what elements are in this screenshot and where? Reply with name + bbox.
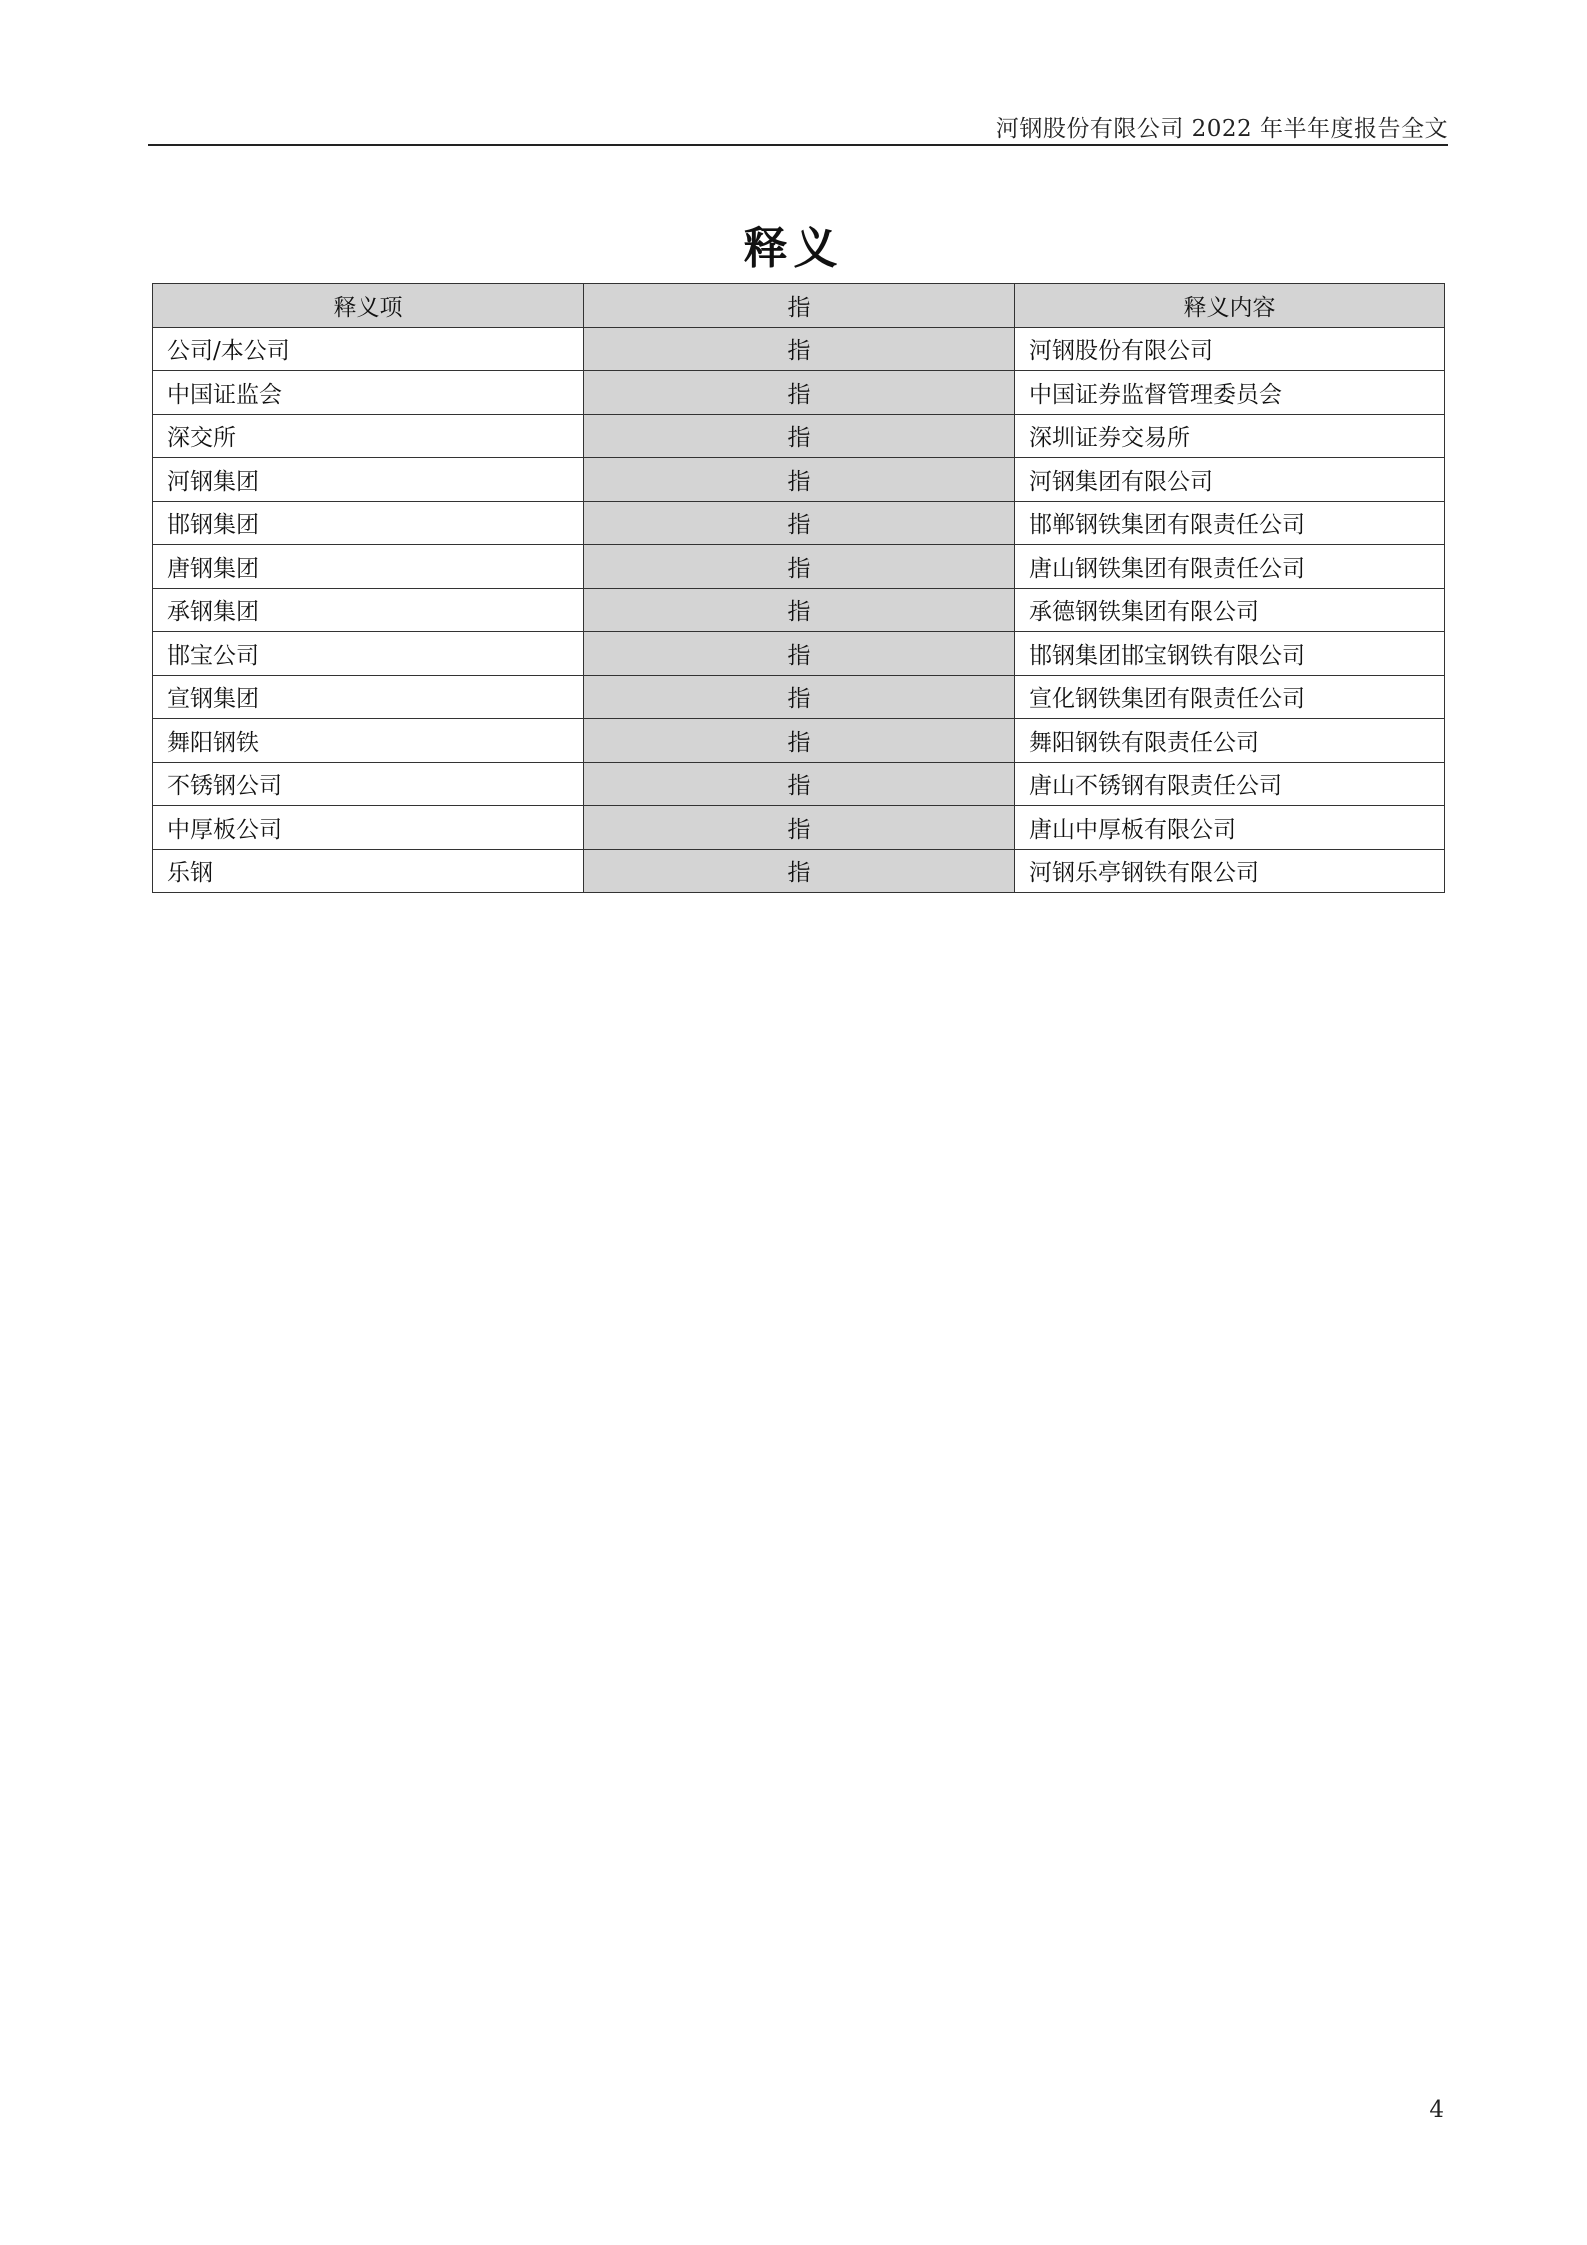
term-cell: 河钢集团 [153,458,584,502]
refers-cell: 指 [584,588,1015,632]
refers-cell: 指 [584,327,1015,371]
term-cell: 邯宝公司 [153,632,584,676]
table-row [153,458,1445,502]
term-cell: 舞阳钢铁 [153,719,584,763]
header-refers: 指 [584,284,1015,328]
meaning-cell: 唐山中厚板有限公司 [1015,806,1445,850]
term-cell: 不锈钢公司 [153,762,584,806]
table-row [153,588,1445,632]
term-cell: 邯钢集团 [153,501,584,545]
meaning-cell: 中国证券监督管理委员会 [1015,371,1445,415]
meaning-cell: 唐山钢铁集团有限责任公司 [1015,545,1445,589]
refers-cell: 指 [584,675,1015,719]
glossary-table [152,283,1445,893]
refers-cell: 指 [584,545,1015,589]
table-row [153,806,1445,850]
page-header [148,108,1448,146]
term-cell: 宣钢集团 [153,675,584,719]
refers-cell: 指 [584,458,1015,502]
table-row [153,762,1445,806]
term-cell: 深交所 [153,414,584,458]
page-number: 4 [1429,2097,1444,2123]
refers-cell: 指 [584,414,1015,458]
refers-cell: 指 [584,719,1015,763]
refers-cell: 指 [584,849,1015,893]
header-meaning: 释义内容 [1015,284,1445,328]
refers-cell: 指 [584,762,1015,806]
table-row [153,327,1445,371]
meaning-cell: 河钢股份有限公司 [1015,327,1445,371]
term-cell: 承钢集团 [153,588,584,632]
refers-cell: 指 [584,501,1015,545]
meaning-cell: 邯郸钢铁集团有限责任公司 [1015,501,1445,545]
table-row [153,371,1445,415]
meaning-cell: 河钢集团有限公司 [1015,458,1445,502]
refers-cell: 指 [584,806,1015,850]
term-cell: 公司/本公司 [153,327,584,371]
table-header-row [153,284,1445,328]
meaning-cell: 邯钢集团邯宝钢铁有限公司 [1015,632,1445,676]
page-title: 释义 [743,223,844,274]
header-title: 河钢股份有限公司 2022 年半年度报告全文 [995,116,1448,142]
term-cell: 乐钢 [153,849,584,893]
table-row [153,632,1445,676]
term-cell: 唐钢集团 [153,545,584,589]
meaning-cell: 唐山不锈钢有限责任公司 [1015,762,1445,806]
meaning-cell: 宣化钢铁集团有限责任公司 [1015,675,1445,719]
table-row [153,849,1445,893]
table-row [153,675,1445,719]
term-cell: 中国证监会 [153,371,584,415]
header-term: 释义项 [153,284,584,328]
term-cell: 中厚板公司 [153,806,584,850]
table-row [153,501,1445,545]
table-row [153,545,1445,589]
meaning-cell: 河钢乐亭钢铁有限公司 [1015,849,1445,893]
meaning-cell: 舞阳钢铁有限责任公司 [1015,719,1445,763]
meaning-cell: 深圳证券交易所 [1015,414,1445,458]
table-row [153,414,1445,458]
refers-cell: 指 [584,632,1015,676]
refers-cell: 指 [584,371,1015,415]
meaning-cell: 承德钢铁集团有限公司 [1015,588,1445,632]
table-row [153,719,1445,763]
